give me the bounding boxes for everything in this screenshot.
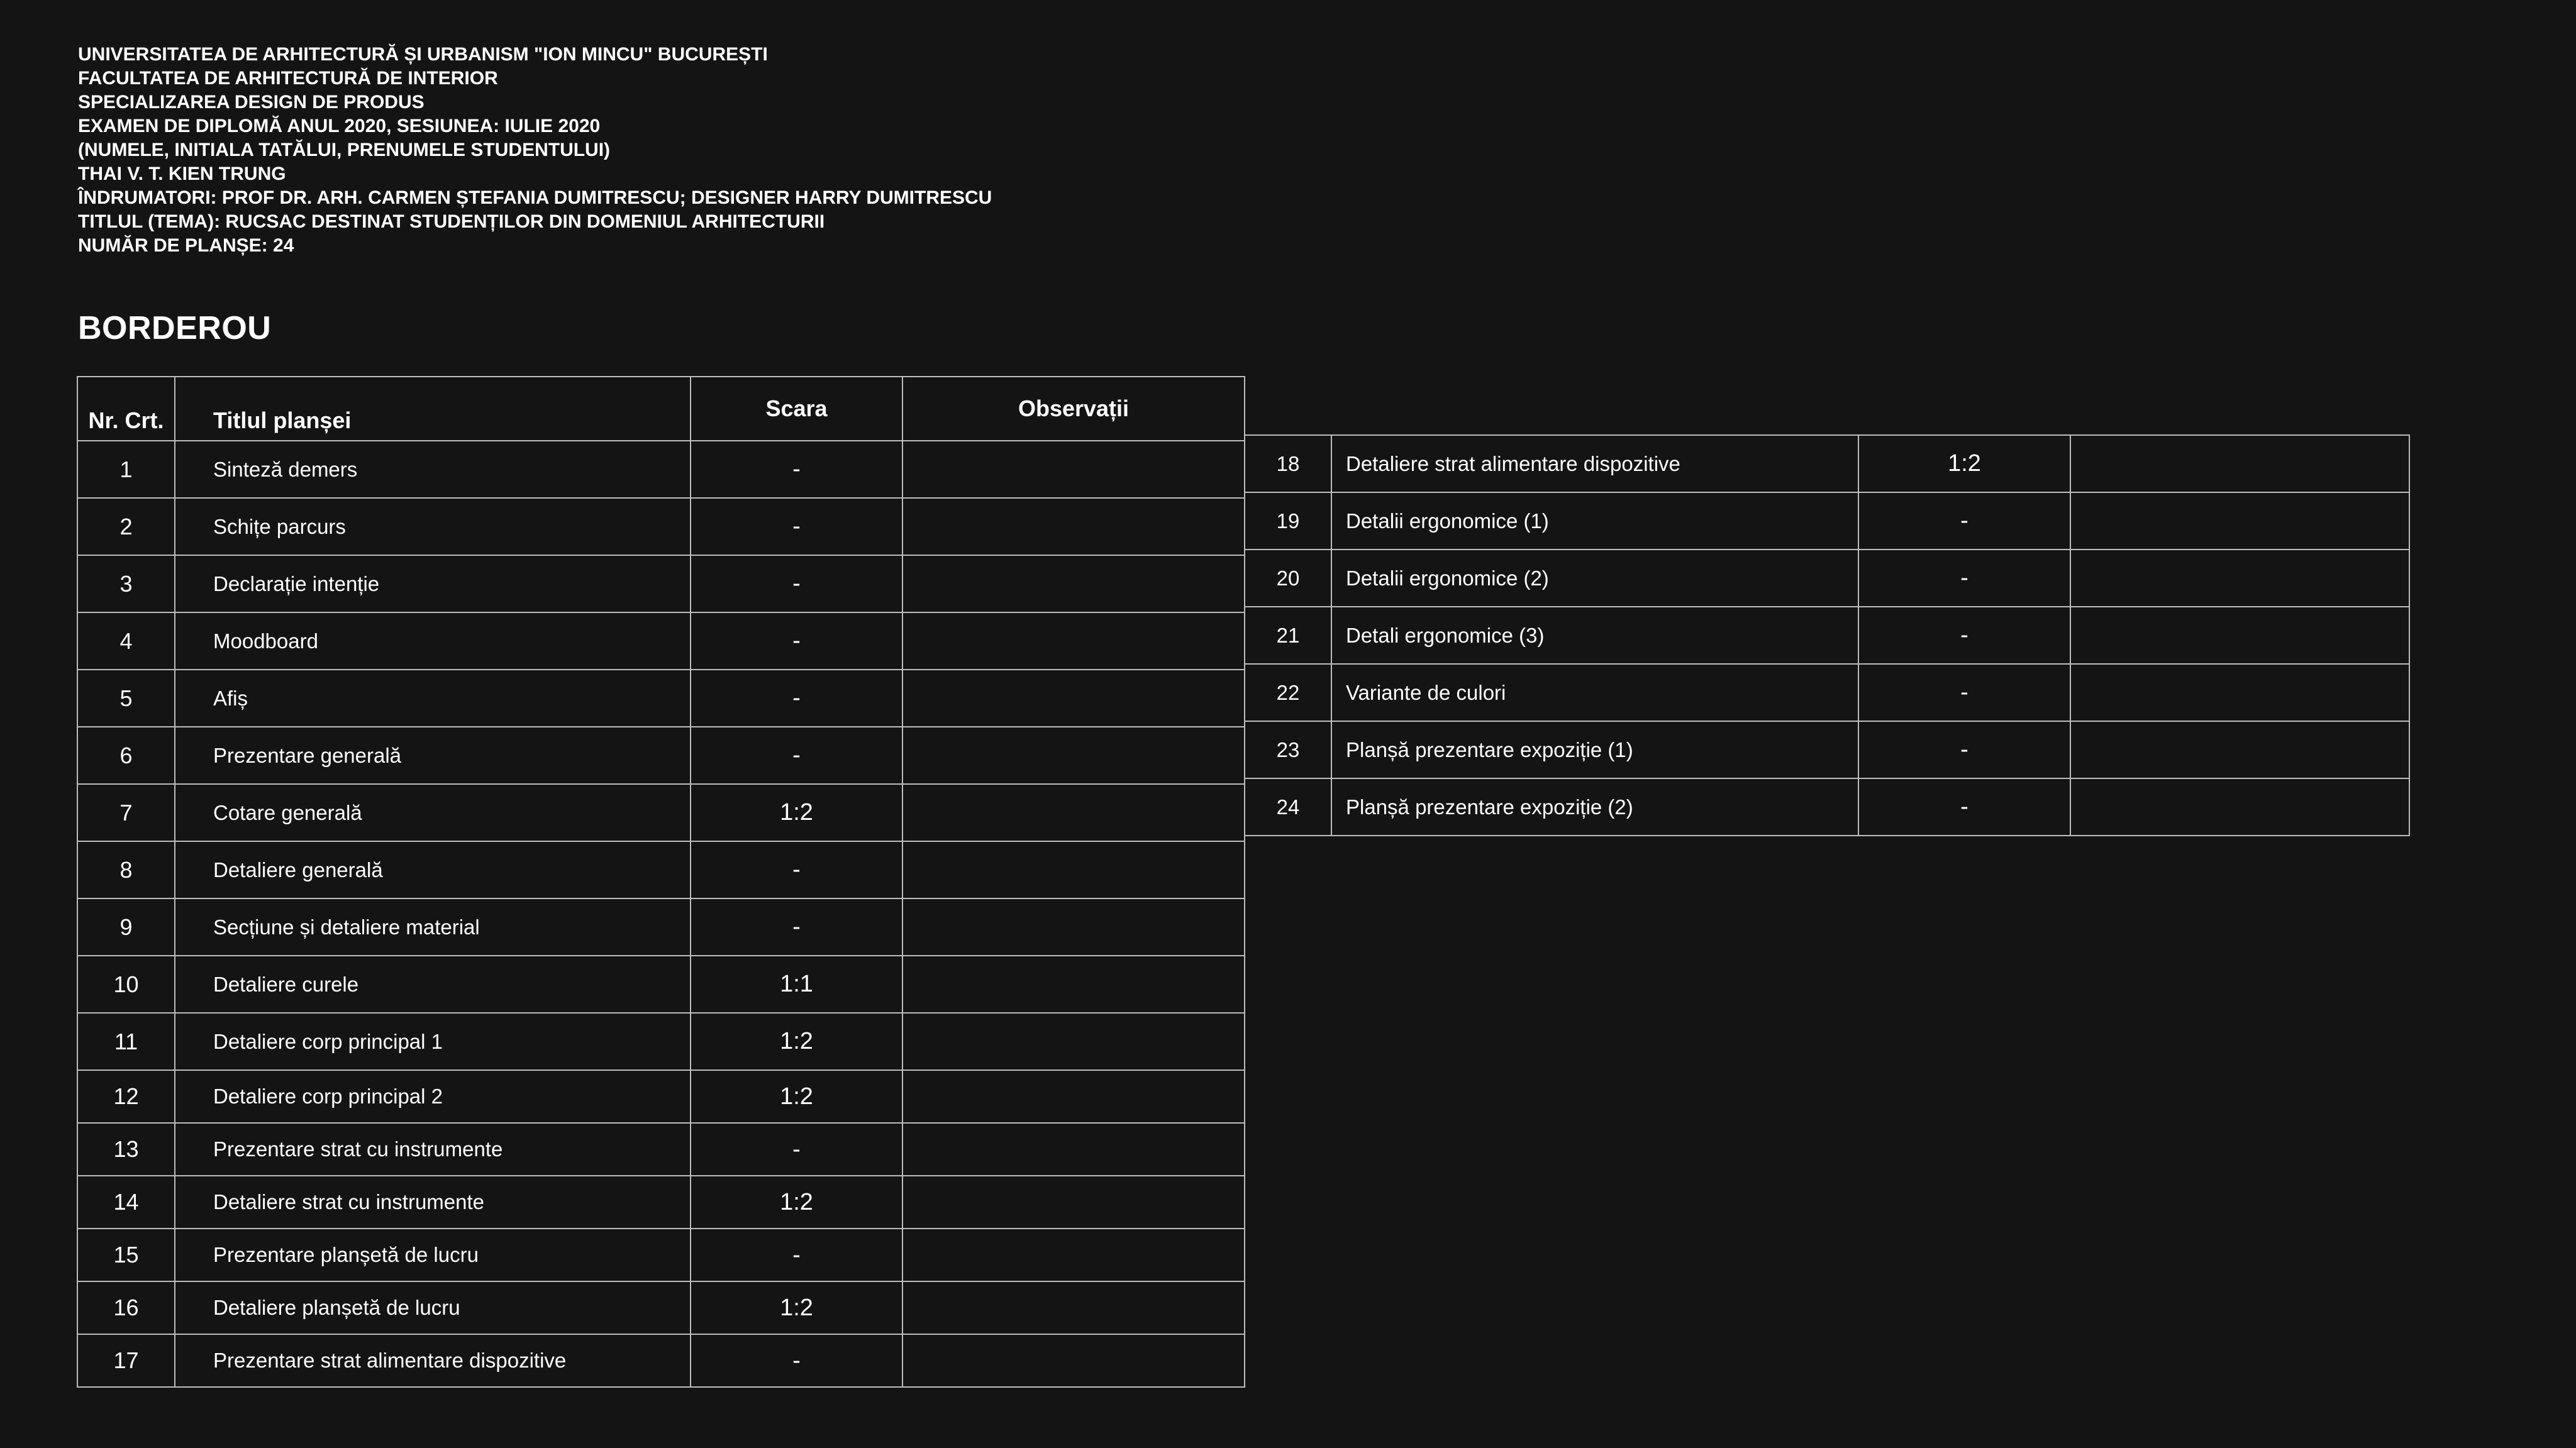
row-observations xyxy=(902,1123,1245,1176)
table-row xyxy=(77,1176,1245,1229)
row-number: 7 xyxy=(77,784,175,841)
table-row xyxy=(77,612,1245,670)
row-observations xyxy=(902,498,1245,555)
row-scale: - xyxy=(691,1334,902,1387)
header-line: SPECIALIZAREA DESIGN DE PRODUS xyxy=(78,92,425,113)
row-number: 8 xyxy=(77,841,175,898)
row-title: Detaliere generală xyxy=(175,841,691,898)
row-observations xyxy=(902,1176,1245,1229)
row-number: 4 xyxy=(77,612,175,670)
column-header-observations: Observații xyxy=(902,377,1245,441)
document-header xyxy=(78,43,992,258)
row-number: 24 xyxy=(1245,778,1331,836)
row-observations xyxy=(2070,435,2409,492)
row-number: 18 xyxy=(1245,435,1331,492)
row-title: Detaliere corp principal 2 xyxy=(175,1070,691,1123)
row-title: Detaliere strat alimentare dispozitive xyxy=(1331,435,1858,492)
row-scale: - xyxy=(691,498,902,555)
table-row xyxy=(77,1070,1245,1123)
row-title: Detaliere strat cu instrumente xyxy=(175,1176,691,1229)
row-number: 5 xyxy=(77,670,175,727)
row-scale: 1:2 xyxy=(1858,435,2070,492)
row-title: Prezentare generală xyxy=(175,727,691,784)
row-title: Secțiune și detaliere material xyxy=(175,898,691,956)
row-title: Detali ergonomice (3) xyxy=(1331,607,1858,664)
row-scale: - xyxy=(1858,550,2070,607)
table-row xyxy=(77,727,1245,784)
row-title: Prezentare strat cu instrumente xyxy=(175,1123,691,1176)
row-number: 13 xyxy=(77,1123,175,1176)
row-number: 17 xyxy=(77,1334,175,1387)
row-scale: - xyxy=(1858,664,2070,721)
row-observations xyxy=(902,555,1245,612)
borderou-table-right xyxy=(1244,434,2410,836)
table-row xyxy=(1245,607,2409,664)
row-observations xyxy=(902,956,1245,1013)
row-number: 20 xyxy=(1245,550,1331,607)
row-title: Planșă prezentare expoziție (2) xyxy=(1331,778,1858,836)
row-title: Declarație intenție xyxy=(175,555,691,612)
page-title: BORDEROU xyxy=(78,310,272,346)
row-number: 2 xyxy=(77,498,175,555)
row-title: Planșă prezentare expoziție (1) xyxy=(1331,721,1858,778)
row-scale: - xyxy=(1858,607,2070,664)
row-observations xyxy=(902,1013,1245,1070)
table-row xyxy=(1245,721,2409,778)
table-row xyxy=(77,1334,1245,1387)
row-title: Afiș xyxy=(175,670,691,727)
row-observations xyxy=(902,784,1245,841)
column-header-scale: Scara xyxy=(691,377,902,441)
table-row xyxy=(77,441,1245,498)
row-observations xyxy=(902,612,1245,670)
row-number: 21 xyxy=(1245,607,1331,664)
row-number: 9 xyxy=(77,898,175,956)
table-row xyxy=(77,1123,1245,1176)
row-scale: 1:1 xyxy=(691,956,902,1013)
header-line: THAI V. T. KIEN TRUNG xyxy=(78,163,286,184)
table-row xyxy=(77,956,1245,1013)
row-scale: 1:2 xyxy=(691,1176,902,1229)
row-scale: - xyxy=(1858,778,2070,836)
row-scale: - xyxy=(1858,492,2070,550)
row-number: 22 xyxy=(1245,664,1331,721)
header-line: ÎNDRUMATORI: PROF DR. ARH. CARMEN ȘTEFANIA DUMITRESCU; DESIGNER HARRY DUMITRESCU xyxy=(78,187,992,208)
row-number: 12 xyxy=(77,1070,175,1123)
row-title: Moodboard xyxy=(175,612,691,670)
row-scale: 1:2 xyxy=(691,784,902,841)
table-row xyxy=(1245,492,2409,550)
row-scale: 1:2 xyxy=(691,1281,902,1334)
row-observations xyxy=(2070,550,2409,607)
column-header-nr: Nr. Crt. xyxy=(77,377,175,441)
row-title: Schițe parcurs xyxy=(175,498,691,555)
table-header-row xyxy=(77,377,1245,441)
header-line: TITLUL (TEMA): RUCSAC DESTINAT STUDENȚILOR DIN DOMENIUL ARHITECTURII xyxy=(78,211,825,232)
table-row xyxy=(1245,778,2409,836)
table-row xyxy=(77,670,1245,727)
header-line: FACULTATEA DE ARHITECTURĂ DE INTERIOR xyxy=(78,68,498,89)
row-observations xyxy=(902,441,1245,498)
row-observations xyxy=(2070,721,2409,778)
row-number: 11 xyxy=(77,1013,175,1070)
table-row xyxy=(77,1229,1245,1281)
table-row xyxy=(77,841,1245,898)
row-title: Variante de culori xyxy=(1331,664,1858,721)
row-title: Detalii ergonomice (1) xyxy=(1331,492,1858,550)
row-scale: - xyxy=(691,612,902,670)
row-number: 3 xyxy=(77,555,175,612)
row-number: 15 xyxy=(77,1229,175,1281)
row-number: 14 xyxy=(77,1176,175,1229)
row-title: Detalii ergonomice (2) xyxy=(1331,550,1858,607)
table-row xyxy=(77,1013,1245,1070)
row-scale: - xyxy=(1858,721,2070,778)
header-line: EXAMEN DE DIPLOMĂ ANUL 2020, SESIUNEA: IULIE 2020 xyxy=(78,116,601,136)
row-title: Prezentare strat alimentare dispozitive xyxy=(175,1334,691,1387)
row-scale: - xyxy=(691,555,902,612)
header-line: (NUMELE, INITIALA TATĂLUI, PRENUMELE STUDENTULUI) xyxy=(78,140,611,160)
row-scale: - xyxy=(691,441,902,498)
row-scale: 1:2 xyxy=(691,1013,902,1070)
row-number: 19 xyxy=(1245,492,1331,550)
row-number: 1 xyxy=(77,441,175,498)
row-number: 23 xyxy=(1245,721,1331,778)
row-observations xyxy=(902,898,1245,956)
row-observations xyxy=(902,1281,1245,1334)
row-title: Prezentare planșetă de lucru xyxy=(175,1229,691,1281)
row-observations xyxy=(2070,778,2409,836)
row-observations xyxy=(2070,607,2409,664)
row-scale: - xyxy=(691,1229,902,1281)
row-observations xyxy=(2070,664,2409,721)
header-line: UNIVERSITATEA DE ARHITECTURĂ ȘI URBANISM "ION MINCU" BUCUREȘTI xyxy=(78,44,768,65)
row-observations xyxy=(902,1070,1245,1123)
table-row xyxy=(1245,664,2409,721)
row-number: 16 xyxy=(77,1281,175,1334)
column-header-title: Titlul planșei xyxy=(175,377,691,441)
table-row xyxy=(1245,550,2409,607)
borderou-table-left xyxy=(77,376,1245,1388)
row-number: 6 xyxy=(77,727,175,784)
table-row xyxy=(77,555,1245,612)
header-line: NUMĂR DE PLANȘE: 24 xyxy=(78,235,294,256)
row-observations xyxy=(902,670,1245,727)
row-title: Sinteză demers xyxy=(175,441,691,498)
table-row xyxy=(1245,435,2409,492)
row-observations xyxy=(902,727,1245,784)
row-scale: - xyxy=(691,670,902,727)
row-observations xyxy=(902,1334,1245,1387)
row-title: Detaliere corp principal 1 xyxy=(175,1013,691,1070)
row-observations xyxy=(902,1229,1245,1281)
row-scale: - xyxy=(691,841,902,898)
table-row xyxy=(77,1281,1245,1334)
row-scale: - xyxy=(691,727,902,784)
row-scale: 1:2 xyxy=(691,1070,902,1123)
table-row xyxy=(77,498,1245,555)
row-title: Detaliere curele xyxy=(175,956,691,1013)
table-row xyxy=(77,784,1245,841)
row-title: Cotare generală xyxy=(175,784,691,841)
row-scale: - xyxy=(691,898,902,956)
table-row xyxy=(77,898,1245,956)
row-title: Detaliere planșetă de lucru xyxy=(175,1281,691,1334)
row-number: 10 xyxy=(77,956,175,1013)
row-scale: - xyxy=(691,1123,902,1176)
row-observations xyxy=(902,841,1245,898)
row-observations xyxy=(2070,492,2409,550)
